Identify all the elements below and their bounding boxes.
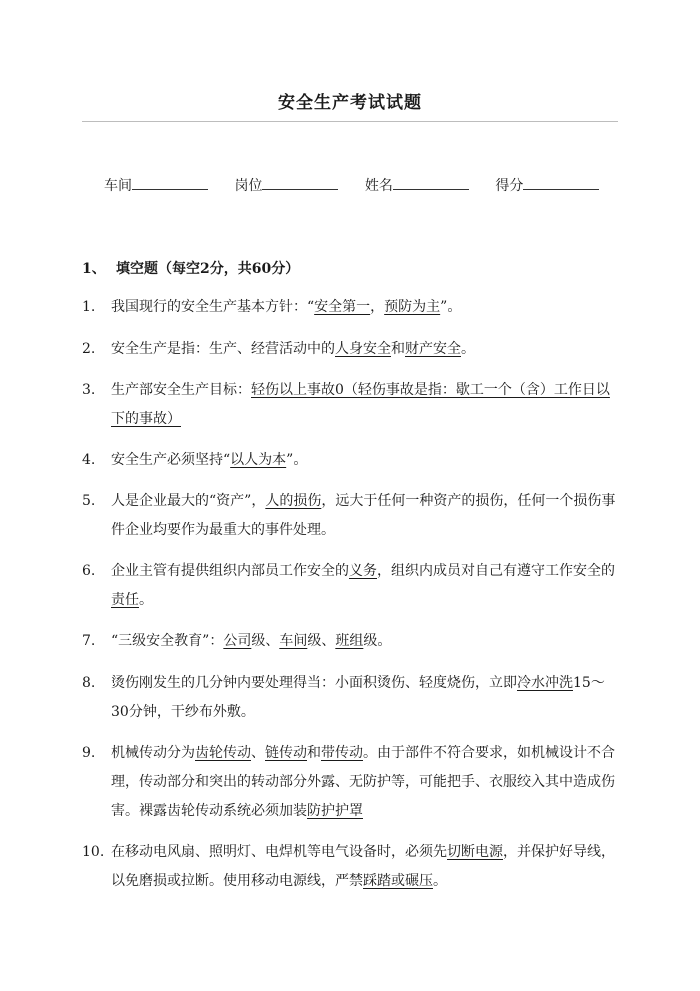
question-text bbox=[111, 293, 622, 322]
question-text-segment: 、 bbox=[251, 745, 265, 761]
field-score bbox=[495, 174, 599, 195]
question-text bbox=[111, 335, 622, 364]
question-number: 9. bbox=[82, 745, 96, 761]
workshop-blank[interactable] bbox=[132, 174, 208, 190]
question-text bbox=[111, 376, 622, 434]
field-position bbox=[234, 174, 338, 195]
section-heading bbox=[82, 258, 299, 278]
answer-blank: 齿轮传动 bbox=[195, 745, 251, 761]
question-item bbox=[82, 487, 622, 545]
question-text-segment: 在移动电风扇、照明灯、电焊机等电气设备时，必须先 bbox=[111, 844, 447, 860]
question-text-segment: ，远大于任何一种资产的损伤，任何一个损伤事件企业均要作为最重大的事件处理。 bbox=[111, 493, 616, 538]
question-text-segment: ”。 bbox=[286, 452, 308, 468]
question-text-segment: 15～30分钟，干纱布外敷。 bbox=[111, 675, 605, 720]
answer-blank: 链传动 bbox=[265, 745, 307, 761]
answer-blank: 带传动 bbox=[321, 745, 363, 761]
question-item bbox=[82, 557, 622, 615]
question-text bbox=[111, 627, 622, 656]
answer-blank: 班组 bbox=[335, 633, 364, 649]
question-number: 5. bbox=[82, 493, 96, 509]
answer-blank: 冷水冲洗 bbox=[517, 675, 573, 691]
question-text-segment: 级、 bbox=[307, 633, 336, 649]
question-text bbox=[111, 739, 622, 826]
question-text-segment: ， bbox=[370, 299, 385, 315]
answer-blank: 义务 bbox=[349, 563, 377, 579]
question-text bbox=[111, 838, 622, 896]
question-item bbox=[82, 838, 622, 896]
answer-blank: 人的损伤 bbox=[265, 493, 322, 509]
question-number: 1. bbox=[82, 299, 96, 315]
question-text-segment: ，组织内成员对自己有遵守工作安全的 bbox=[377, 563, 615, 579]
question-text bbox=[111, 669, 622, 727]
question-number: 7. bbox=[82, 633, 96, 649]
question-text-segment: 企业主管有提供组织内部员工作安全的 bbox=[111, 563, 349, 579]
question-text-segment: 安全生产必须坚持“ bbox=[111, 452, 231, 468]
answer-blank: 轻伤以上事故0（轻伤事故是指：歇工一个（含）工作日以下的事故） bbox=[111, 382, 610, 427]
question-item bbox=[82, 446, 622, 475]
score-blank[interactable] bbox=[523, 174, 599, 190]
question-text-segment: 。 bbox=[461, 341, 475, 357]
question-number: 2. bbox=[82, 341, 96, 357]
question-item bbox=[82, 335, 622, 364]
question-item bbox=[82, 739, 622, 826]
question-text-segment: 。 bbox=[139, 592, 153, 608]
question-text-segment: 。由于部件不符合要求，如机械设计不合理，传动部分和突出的转动部分外露、无防护等，可能把手、衣服绞入其中造成伤害。裸露齿轮传动系统必须加装 bbox=[111, 745, 615, 819]
answer-blank: 人身安全 bbox=[335, 341, 391, 357]
answer-blank: 财产安全 bbox=[405, 341, 461, 357]
position-blank[interactable] bbox=[262, 174, 338, 190]
answer-blank: 公司 bbox=[223, 633, 252, 649]
question-text-segment: 烫伤刚发生的几分钟内要处理得当：小面积烫伤、轻度烧伤，立即 bbox=[111, 675, 517, 691]
field-label: 姓名 bbox=[364, 178, 393, 194]
question-text bbox=[111, 446, 622, 475]
question-number: 8. bbox=[82, 675, 96, 691]
section-number: 1、 bbox=[82, 261, 106, 277]
question-text-segment: “三级安全教育”： bbox=[111, 633, 224, 649]
question-text-segment: 人是企业最大的“资产”， bbox=[111, 493, 266, 509]
question-text-segment: 和 bbox=[391, 341, 405, 357]
page-title: 安全生产考试试题 bbox=[278, 93, 422, 113]
question-text-segment: ，并保护好导线，以免磨损或拉断。使用移动电源线，严禁 bbox=[111, 844, 615, 889]
question-item bbox=[82, 376, 622, 434]
field-label: 车间 bbox=[104, 178, 132, 194]
answer-blank: 车间 bbox=[279, 633, 308, 649]
info-fields bbox=[104, 174, 604, 195]
field-label: 得分 bbox=[495, 178, 524, 194]
question-text-segment: 生产部安全生产目标： bbox=[111, 382, 251, 398]
title-divider bbox=[82, 121, 618, 122]
question-text-segment: 和 bbox=[307, 745, 321, 761]
question-text-segment: 安全生产是指：生产、经营活动中的 bbox=[111, 341, 335, 357]
answer-blank: 踩踏或碾压 bbox=[363, 873, 433, 889]
question-number: 4. bbox=[82, 452, 96, 468]
question-number: 6. bbox=[82, 563, 96, 579]
answer-blank: 切断电源 bbox=[447, 844, 503, 860]
question-number: 3. bbox=[82, 382, 96, 398]
question-text-segment: 。 bbox=[433, 873, 447, 889]
question-text-segment: 级。 bbox=[363, 633, 392, 649]
answer-blank: 安全第一 bbox=[314, 299, 371, 315]
question-item bbox=[82, 293, 622, 322]
field-label: 岗位 bbox=[234, 178, 263, 194]
question-text bbox=[111, 487, 622, 545]
name-blank[interactable] bbox=[393, 174, 469, 190]
answer-blank: 防护护罩 bbox=[307, 803, 363, 819]
field-workshop bbox=[104, 174, 208, 195]
question-text-segment: 级、 bbox=[251, 633, 280, 649]
question-text-segment: ”。 bbox=[440, 299, 462, 315]
field-name bbox=[365, 174, 469, 195]
question-text-segment: 机械传动分为 bbox=[111, 745, 195, 761]
question-text-segment: 我国现行的安全生产基本方针：“ bbox=[111, 299, 315, 315]
question-item bbox=[82, 669, 622, 727]
question-item bbox=[82, 627, 622, 656]
answer-blank: 责任 bbox=[111, 592, 139, 608]
answer-blank: 以人为本 bbox=[230, 452, 287, 468]
answer-blank: 预防为主 bbox=[384, 299, 441, 315]
question-text bbox=[111, 557, 622, 615]
question-number: 10. bbox=[82, 844, 105, 860]
section-title: 填空题（每空2分，共60分） bbox=[116, 261, 300, 277]
